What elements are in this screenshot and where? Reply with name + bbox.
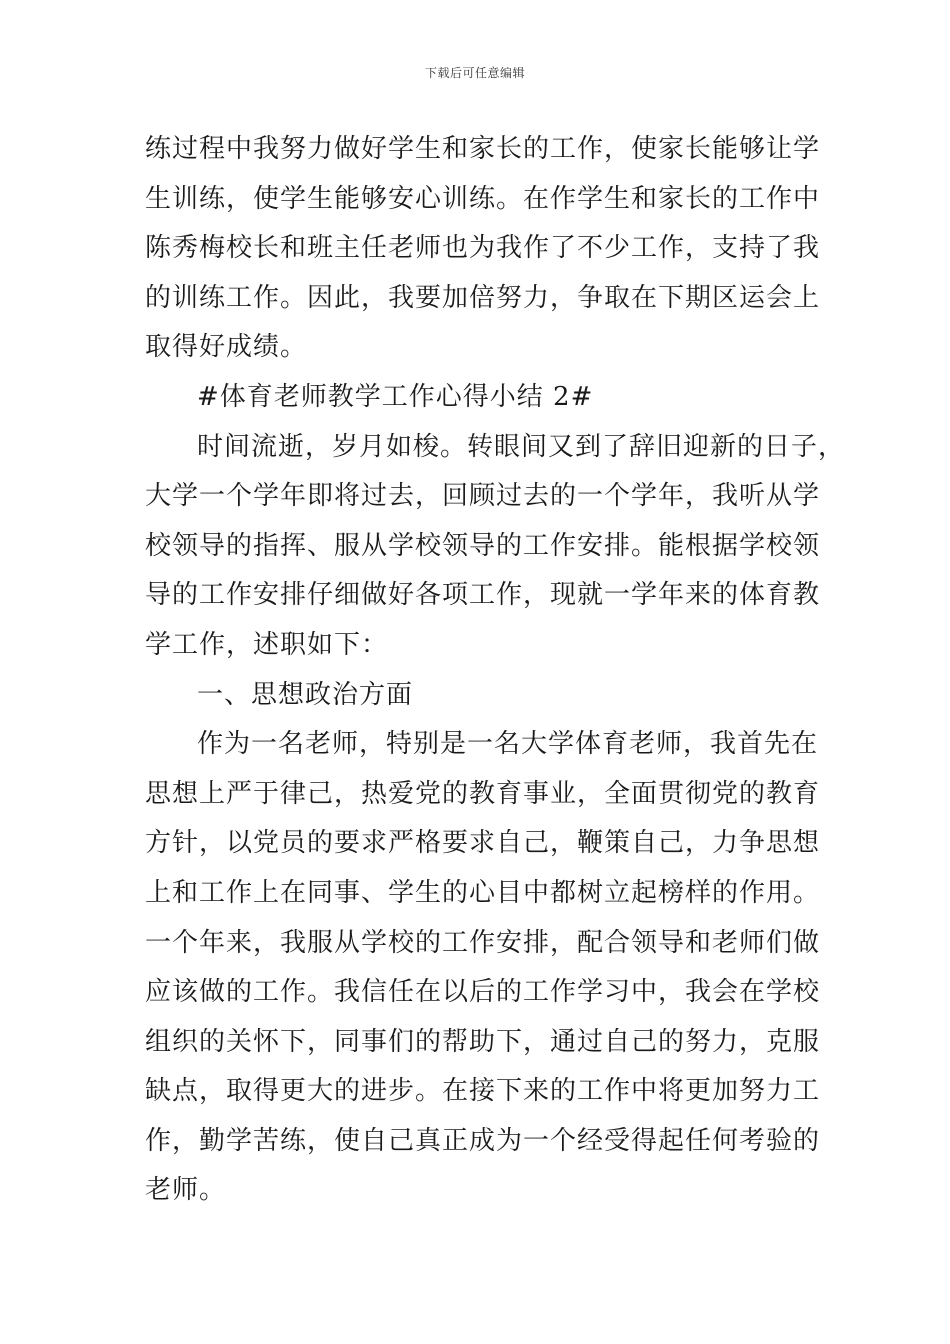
paragraph-start: 作为一名老师，特别是一名大学体育老师，我首先在 xyxy=(197,729,819,760)
text-line: 校领导的指挥、服从学校领导的工作安排。能根据学校领 xyxy=(145,530,821,561)
text-line: 大学一个学年即将过去，回顾过去的一个学年，我听从学 xyxy=(145,481,821,512)
text-line: 的训练工作。因此，我要加倍努力，争取在下期区运会上 xyxy=(145,282,821,313)
paragraph-start: 时间流逝，岁月如梭。转眼间又到了辞旧迎新的日子， xyxy=(197,431,846,462)
text-line: 老师。 xyxy=(145,1175,227,1206)
document-body xyxy=(145,125,846,1216)
header-note: 下载后可任意编辑 xyxy=(424,66,525,80)
text-line: 陈秀梅校长和班主任老师也为我作了不少工作，支持了我 xyxy=(145,233,821,264)
text-line: 缺点，取得更大的进步。在接下来的工作中将更加努力工 xyxy=(145,1076,821,1107)
subsection-heading: 一、思想政治方面 xyxy=(197,679,414,710)
text-line: 取得好成绩。 xyxy=(145,332,308,363)
text-line: 应该做的工作。我信任在以后的工作学习中，我会在学校 xyxy=(145,977,821,1008)
section-heading: #体育老师教学工作心得小结 2# xyxy=(197,381,594,412)
text-line: 思想上严于律己，热爱党的教育事业，全面贯彻党的教育 xyxy=(145,778,821,809)
text-line: 组织的关怀下，同事们的帮助下，通过自己的努力，克服 xyxy=(145,1026,821,1057)
text-line: 导的工作安排仔细做好各项工作，现就一学年来的体育教 xyxy=(145,580,821,611)
text-line: 方针，以党员的要求严格要求自己，鞭策自己，力争思想 xyxy=(145,828,821,859)
text-line: 一个年来，我服从学校的工作安排，配合领导和老师们做 xyxy=(145,927,821,958)
text-line: 练过程中我努力做好学生和家长的工作，使家长能够让学 xyxy=(145,134,821,164)
text-line: 作，勤学苦练，使自己真正成为一个经受得起任何考验的 xyxy=(145,1125,821,1156)
text-line: 学工作，述职如下： xyxy=(145,629,389,660)
text-line: 生训练，使学生能够安心训练。在作学生和家长的工作中 xyxy=(145,183,821,214)
text-line: 上和工作上在同事、学生的心目中都树立起榜样的作用。 xyxy=(145,877,821,908)
